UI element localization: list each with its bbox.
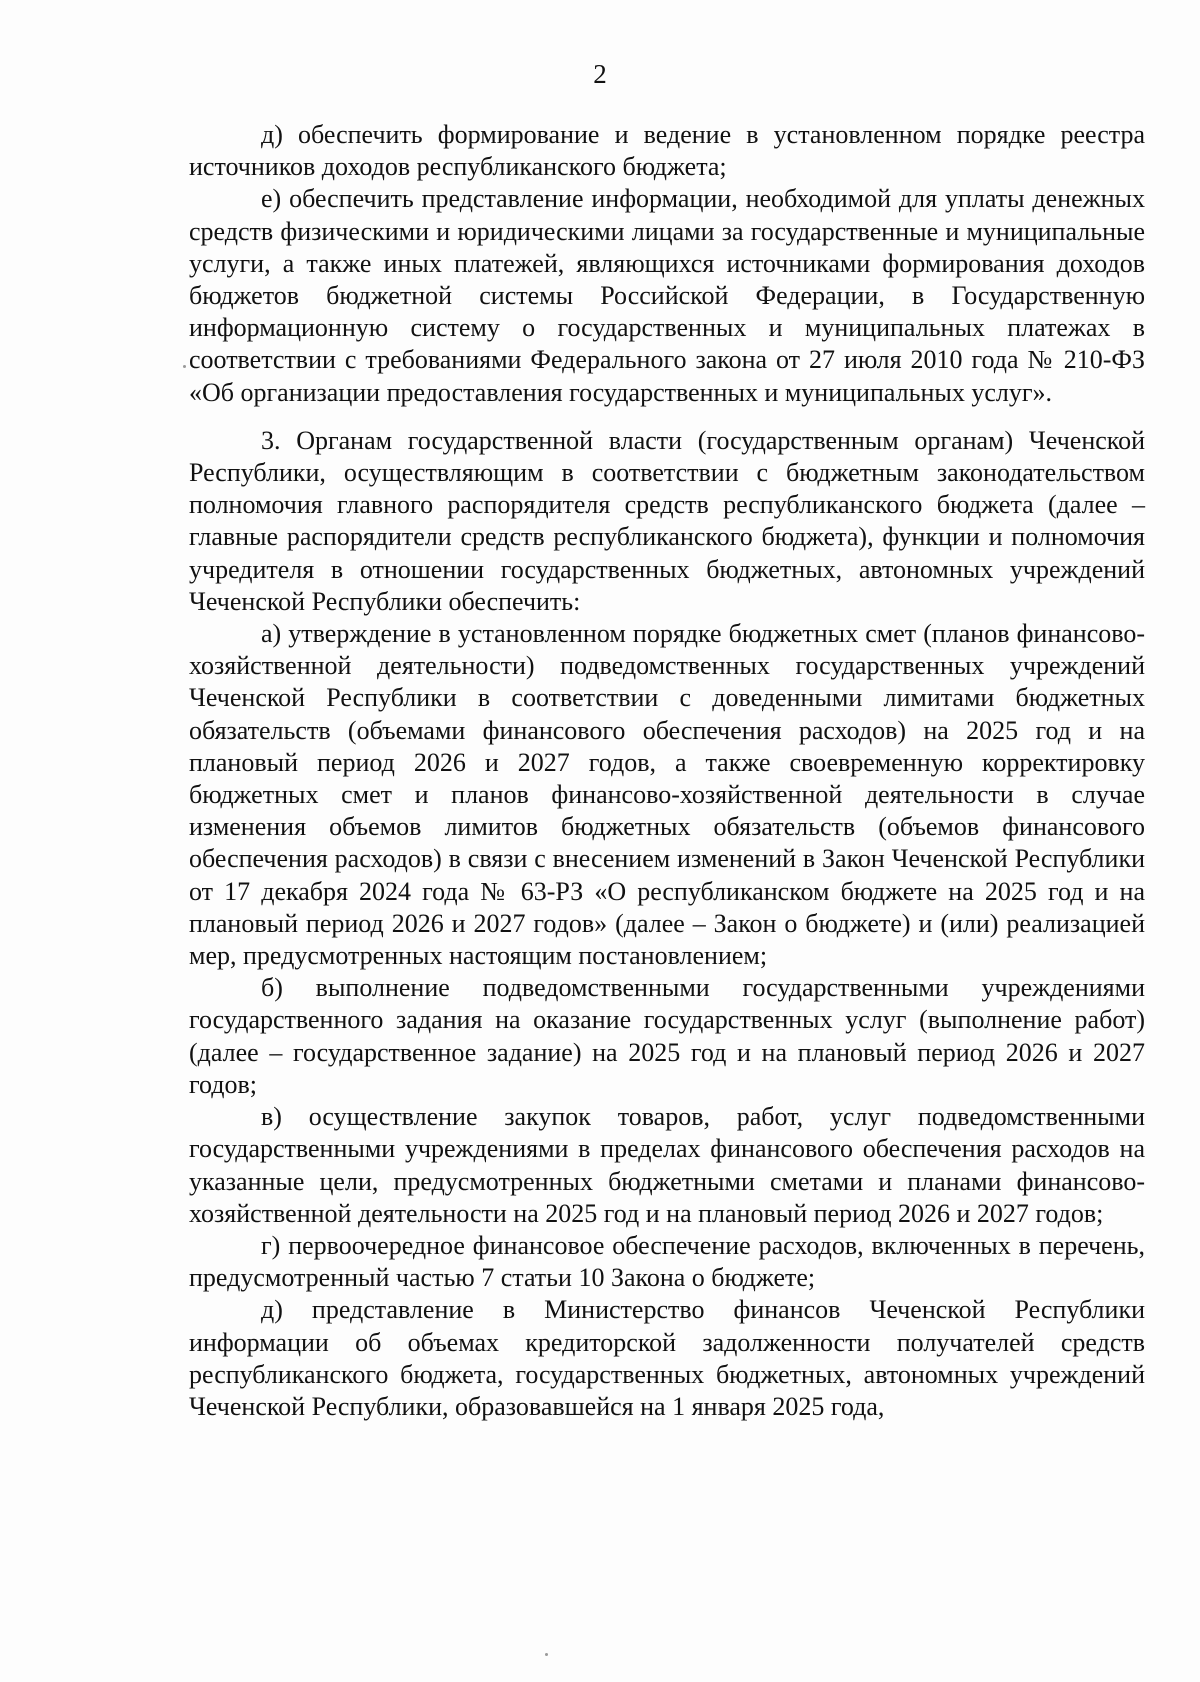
paragraph-d-creditor-debt: д) представление в Министерство финансов Чеченской Республики информации об объемах кредиторской задолженности получателей средств республиканского бюджета, государственных бюджетных, автономных учреждений Чеченской Республики, образовавшейся на 1 января 2025 года, <box>189 1295 1145 1421</box>
paragraph-d-registry: д) обеспечить формирование и ведение в установленном порядке реестра источников доходов республиканского бюджета; <box>189 120 1145 182</box>
scan-speck <box>183 365 186 368</box>
paragraph-g-priority-funding: г) первоочередное финансовое обеспечение расходов, включенных в перечень, предусмотренный частью 7 статьи 10 Закона о бюджете; <box>189 1230 1145 1293</box>
document-body <box>189 119 1145 1423</box>
paragraph-3-authorities: 3. Органам государственной власти (государственным органам) Чеченской Республики, осуществляющим в соответствии с бюджетным законодательством полномочия главного распорядителя средств республиканского бюджета (далее – главные распорядители средств республиканского бюджета), функции и полномочия учредителя в отношении государственных бюджетных, автономных учреждений Чеченской Республики обеспечить: <box>189 425 1145 616</box>
scan-speck <box>545 1653 548 1656</box>
paragraph-e-payments-info: е) обеспечить представление информации, необходимой для уплаты денежных средств физическими и юридическими лицами за государственные и муниципальные услуги, а также иных платежей, являющихся источниками формирования доходов бюджетов бюджетной системы Российской Федерации, в Государственную информационную систему о государственных и муниципальных платежах в соответствии с требованиями Федерального закона от 27 июля 2010 года № 210-ФЗ «Об организации предоставления государственных и муниципальных услуг». <box>189 184 1145 407</box>
page-number: 2 <box>593 59 607 89</box>
paragraph-v-procurement: в) осуществление закупок товаров, работ, услуг подведомственными государственными учреждениями в пределах финансового обеспечения расходов на указанные цели, предусмотренных бюджетными сметами и планами финансово-хозяйственной деятельности на 2025 год и на плановый период 2026 и 2027 годов; <box>189 1102 1145 1228</box>
paragraph-b-state-assignment: б) выполнение подведомственными государственными учреждениями государственного задания на оказание государственных услуг (выполнение работ) (далее – государственное задание) на 2025 год и на плановый период 2026 и 2027 годов; <box>189 973 1145 1099</box>
paragraph-a-budget-estimates: а) утверждение в установленном порядке бюджетных смет (планов финансово-хозяйственной деятельности) подведомственных государственных учреждений Чеченской Республики в соответствии с доведенными лимитами бюджетных обязательств (объемами финансового обеспечения расходов) на 2025 год и на плановый период 2026 и 2027 годов, а также своевременную корректировку бюджетных смет и планов финансово-хозяйственной деятельности в случае изменения объемов лимитов бюджетных обязательств (объемов финансового обеспечения расходов) в связи с внесением изменений в Закон Чеченской Республики от 17 декабря 2024 года № 63-РЗ «О республиканском бюджете на 2025 год и на плановый период 2026 и 2027 годов» (далее – Закон о бюджете) и (или) реализацией мер, предусмотренных настоящим постановлением; <box>189 619 1145 971</box>
